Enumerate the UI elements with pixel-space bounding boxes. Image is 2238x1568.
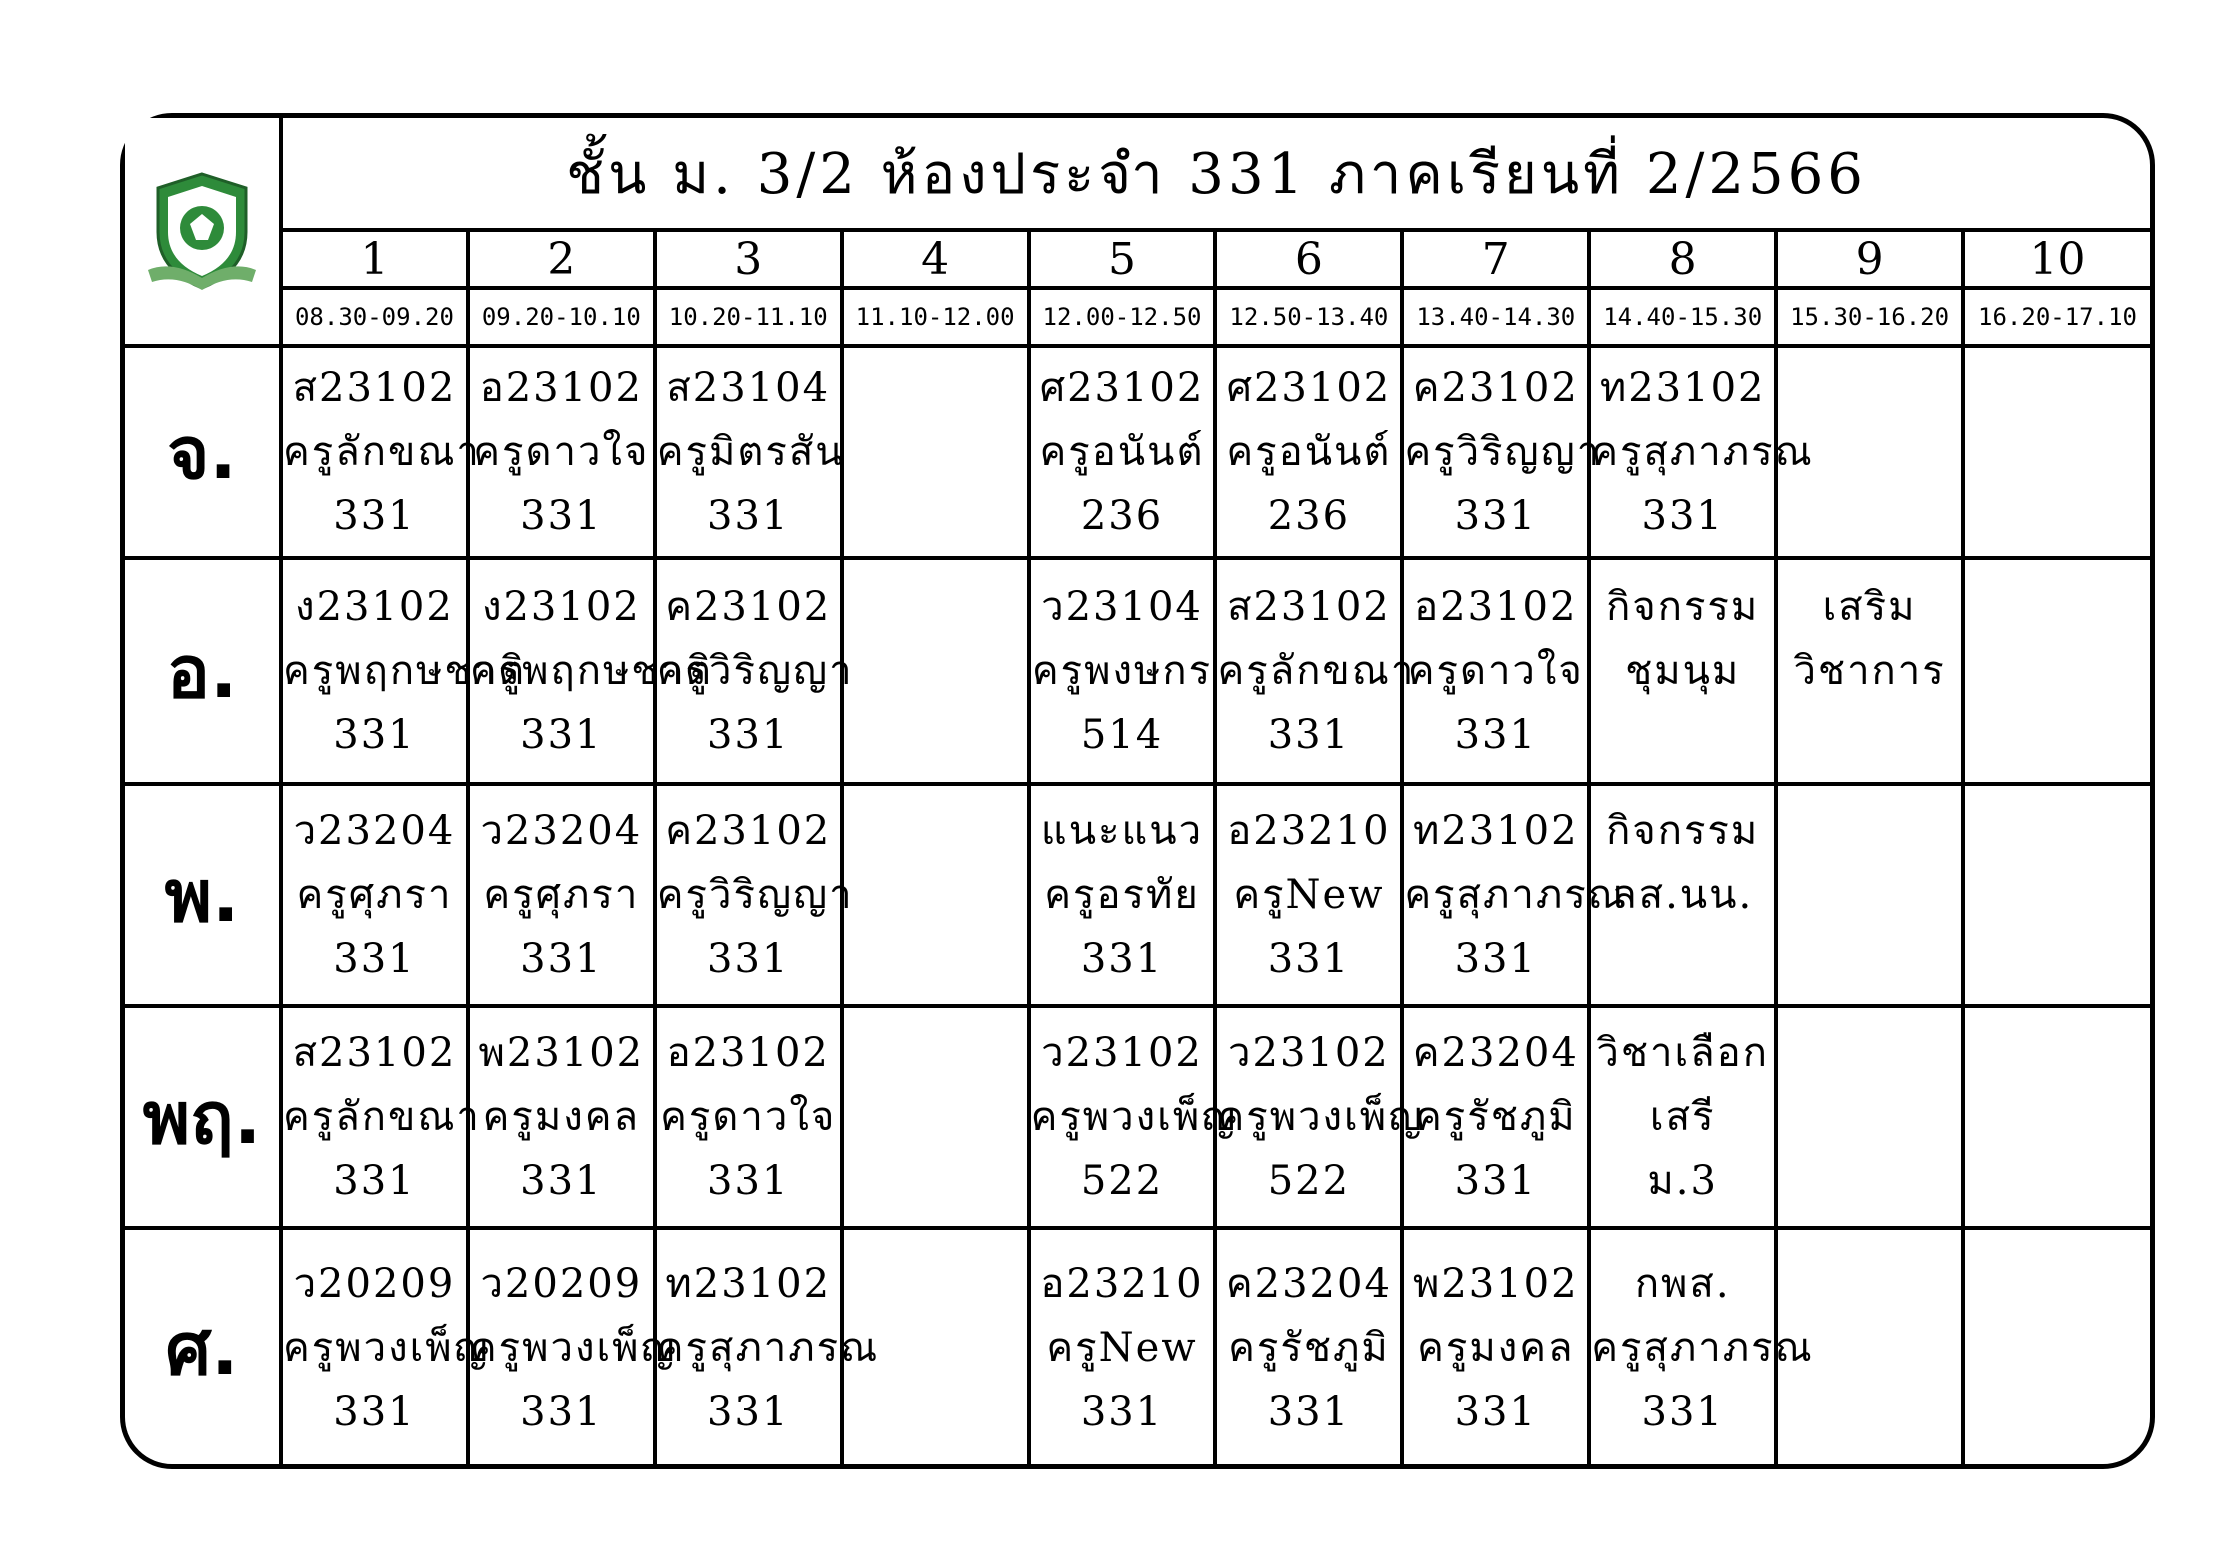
schedule-cell <box>1029 558 1216 784</box>
subject-code: ศ23102 <box>1226 365 1392 411</box>
day-label: ศ. <box>125 1228 281 1466</box>
period-time: 11.10-12.00 <box>842 288 1029 346</box>
subject-code: ท23102 <box>665 1261 832 1307</box>
subject-code <box>844 575 1027 639</box>
teacher-name: ครูNew <box>1046 1325 1198 1371</box>
subject-code: ง23102 <box>481 584 641 630</box>
schedule-cell <box>1029 1228 1216 1466</box>
teacher-name <box>1778 1085 1961 1149</box>
teacher-name: ครูอนันต์ <box>1226 429 1392 475</box>
room-number <box>1965 1380 2150 1444</box>
room-number: 331 <box>1641 1389 1724 1435</box>
schedule-cell <box>1963 784 2150 1006</box>
subject-code: ค23204 <box>1225 1261 1392 1307</box>
timetable <box>125 118 2150 1466</box>
room-number: 331 <box>333 493 416 539</box>
teacher-name <box>844 863 1027 927</box>
subject-code <box>1778 799 1961 863</box>
teacher-name: ครูดาวใจ <box>473 429 650 475</box>
period-time: 12.50-13.40 <box>1215 288 1402 346</box>
day-row <box>125 346 2150 558</box>
period-time: 13.40-14.30 <box>1402 288 1589 346</box>
room-number: 331 <box>1454 493 1537 539</box>
subject-code: ค23102 <box>665 584 832 630</box>
schedule-cell <box>1215 346 1402 558</box>
period-number: 9 <box>1776 230 1963 288</box>
subject-code: ศ23102 <box>1039 365 1205 411</box>
subject-code: ง23102 <box>295 584 454 630</box>
room-number: 331 <box>333 712 416 758</box>
schedule-cell <box>1589 1006 1776 1228</box>
period-time: 09.20-10.10 <box>468 288 655 346</box>
room-number: 331 <box>1267 936 1351 982</box>
room-number <box>1778 1149 1961 1213</box>
teacher-name: ครูพฤกษชาติ <box>283 648 526 694</box>
teacher-name: ครูวิริญญา <box>1404 429 1602 475</box>
day-row <box>125 558 2150 784</box>
schedule-cell <box>842 558 1029 784</box>
schedule-cell <box>1589 1228 1814 1466</box>
schedule-cell <box>1589 558 1776 784</box>
subject-code: ส23102 <box>292 365 457 411</box>
subject-code: กิจกรรม <box>1606 808 1760 854</box>
room-number: 331 <box>707 936 790 982</box>
subject-code <box>1965 1252 2150 1316</box>
room-number <box>844 703 1027 767</box>
teacher-name: ครูลักขณา <box>283 1094 481 1140</box>
room-number <box>1965 1149 2150 1213</box>
room-number <box>844 927 1027 991</box>
teacher-name: ครูศุภรา <box>483 872 640 918</box>
subject-code <box>1778 1021 1961 1085</box>
timetable-frame <box>120 113 2155 1469</box>
schedule-cell <box>842 1006 1029 1228</box>
subject-code: ว23204 <box>480 808 643 854</box>
room-number <box>844 1380 1027 1444</box>
teacher-name <box>1965 639 2150 703</box>
day-row <box>125 784 2150 1006</box>
room-number: 331 <box>1454 712 1537 758</box>
subject-code: อ23102 <box>666 1030 830 1076</box>
schedule-cell <box>468 784 655 1006</box>
subject-code: ส23102 <box>292 1030 457 1076</box>
subject-code: กพส. <box>1634 1261 1731 1307</box>
subject-code <box>1778 356 1961 420</box>
subject-code <box>1965 575 2150 639</box>
room-number: 331 <box>333 936 416 982</box>
room-number: 331 <box>520 712 603 758</box>
schedule-cell <box>1589 346 1814 558</box>
teacher-name: ครูลักขณา <box>1217 648 1416 694</box>
schedule-cell <box>1963 346 2150 558</box>
schedule-cell <box>1963 1228 2150 1466</box>
schedule-cell <box>1776 1006 1963 1228</box>
school-emblem-icon <box>142 166 262 296</box>
subject-code: ท23102 <box>1412 808 1579 854</box>
room-number <box>1778 927 1961 991</box>
schedule-cell <box>1776 558 1963 784</box>
schedule-cell <box>281 1006 481 1228</box>
subject-code <box>844 1252 1027 1316</box>
subject-code: อ23210 <box>1227 808 1391 854</box>
room-number: 331 <box>520 1389 603 1435</box>
period-number: 2 <box>468 230 655 288</box>
subject-code: พ23102 <box>1412 1261 1579 1307</box>
teacher-name: ครูNew <box>1233 872 1385 918</box>
period-time: 14.40-15.30 <box>1589 288 1776 346</box>
subject-code: ว23102 <box>1228 1030 1390 1076</box>
period-time: 16.20-17.10 <box>1963 288 2150 346</box>
teacher-name: ครูศุภรา <box>296 872 453 918</box>
schedule-cell <box>1402 346 1602 558</box>
day-label: อ. <box>125 558 281 784</box>
room-number: 331 <box>333 1158 416 1204</box>
room-number: 331 <box>1080 1389 1164 1435</box>
schedule-cell <box>1215 1006 1425 1228</box>
day-row <box>125 1006 2150 1228</box>
subject-code: อ23102 <box>1414 584 1578 630</box>
schedule-cell <box>1029 346 1216 558</box>
teacher-name: วิชาการ <box>1793 648 1946 694</box>
teacher-name: ครูดาวใจ <box>1407 648 1584 694</box>
teacher-name <box>844 420 1027 484</box>
teacher-name: ครูอนันต์ <box>1039 429 1205 475</box>
teacher-name: ชุมนุม <box>1625 648 1741 694</box>
room-number: 331 <box>520 936 603 982</box>
teacher-name: ครูพวงเพ็ญ <box>1217 1094 1425 1140</box>
teacher-name: ครูมงคล <box>482 1094 641 1140</box>
room-number: 522 <box>1080 1158 1164 1204</box>
period-time: 12.00-12.50 <box>1029 288 1216 346</box>
teacher-name <box>844 1085 1027 1149</box>
teacher-name: ครูวิริญญา <box>656 872 854 918</box>
teacher-name <box>844 639 1027 703</box>
day-row <box>125 1228 2150 1466</box>
teacher-name: ครูพวงเพ็ญ <box>469 1325 677 1371</box>
day-label: พฤ. <box>125 1006 281 1228</box>
schedule-cell <box>1402 1006 1589 1228</box>
room-number: ม.3 <box>1647 1158 1718 1204</box>
period-number: 6 <box>1215 230 1402 288</box>
schedule-cell <box>655 346 845 558</box>
teacher-name: ลส.นน. <box>1612 872 1754 918</box>
schedule-cell <box>1402 1228 1589 1466</box>
schedule-cell <box>281 346 481 558</box>
teacher-name <box>1965 1316 2150 1380</box>
schedule-cell <box>281 558 526 784</box>
subject-code: อ23102 <box>479 365 643 411</box>
room-number: 331 <box>1267 712 1351 758</box>
room-number: 331 <box>1267 1389 1351 1435</box>
period-number: 10 <box>1963 230 2150 288</box>
room-number: 236 <box>1080 493 1164 539</box>
schedule-cell <box>655 558 854 784</box>
room-number <box>1965 703 2150 767</box>
subject-code: ว23204 <box>293 808 456 854</box>
teacher-name: ครูพฤกษชาติ <box>469 648 713 694</box>
teacher-name: ครูพวงเพ็ญ <box>1030 1094 1238 1140</box>
schedule-cell <box>468 1006 655 1228</box>
teacher-name: ครูรัชภูมิ <box>1228 1325 1390 1371</box>
schedule-cell <box>655 784 854 1006</box>
schedule-cell <box>1589 784 1776 1006</box>
room-number: 331 <box>520 1158 603 1204</box>
teacher-name: ครูมงคล <box>1417 1325 1575 1371</box>
period-time: 15.30-16.20 <box>1776 288 1963 346</box>
teacher-name <box>1965 1085 2150 1149</box>
teacher-name: เสรี <box>1649 1094 1716 1140</box>
period-number: 4 <box>842 230 1029 288</box>
day-label: พ. <box>125 784 281 1006</box>
schedule-cell <box>1776 784 1963 1006</box>
schedule-cell <box>1215 784 1402 1006</box>
teacher-name: ครูดาวใจ <box>660 1094 837 1140</box>
subject-code: ว23104 <box>1041 584 1203 630</box>
subject-code: ค23102 <box>665 808 832 854</box>
subject-code: ท23102 <box>1599 365 1766 411</box>
teacher-name <box>1778 863 1961 927</box>
subject-code: ส23104 <box>666 365 831 411</box>
schedule-cell <box>281 1228 490 1466</box>
room-number: 331 <box>1454 936 1537 982</box>
schedule-cell <box>1029 1006 1238 1228</box>
room-number: 331 <box>1641 493 1724 539</box>
schedule-cell <box>1402 558 1589 784</box>
schedule-cell <box>1215 558 1416 784</box>
teacher-name: ครูสุภาภรณ <box>1591 429 1814 475</box>
teacher-name: ครูพวงเพ็ญ <box>283 1325 490 1371</box>
schedule-cell <box>468 346 655 558</box>
subject-code: อ23210 <box>1040 1261 1204 1307</box>
subject-code <box>844 1021 1027 1085</box>
schedule-cell <box>1215 1228 1402 1466</box>
period-number: 3 <box>655 230 842 288</box>
room-number: 331 <box>707 1158 790 1204</box>
teacher-name: ครูวิริญญา <box>656 648 854 694</box>
subject-code <box>1965 356 2150 420</box>
period-number: 8 <box>1589 230 1776 288</box>
subject-code: ค23102 <box>1412 365 1579 411</box>
room-number <box>1778 484 1961 548</box>
room-number: 331 <box>1454 1158 1537 1204</box>
room-number <box>844 484 1027 548</box>
room-number <box>1778 703 1961 767</box>
schedule-cell <box>655 1006 842 1228</box>
room-number: 331 <box>333 1389 416 1435</box>
period-time: 08.30-09.20 <box>281 288 468 346</box>
logo-cell <box>125 118 281 346</box>
schedule-cell <box>1402 784 1627 1006</box>
page-title: ชั้น ม. 3/2 ห้องประจำ 331 ภาคเรียนที่ 2/2566 <box>281 118 2150 230</box>
room-number: 331 <box>707 712 790 758</box>
teacher-name: ครูมิตรสัน <box>656 429 845 475</box>
teacher-name: ครูลักขณา <box>283 429 481 475</box>
room-number <box>1965 927 2150 991</box>
period-number: 7 <box>1402 230 1589 288</box>
room-number <box>1778 1380 1961 1444</box>
schedule-cell <box>1029 784 1216 1006</box>
schedule-cell <box>842 346 1029 558</box>
subject-code: วิชาเลือก <box>1596 1030 1769 1076</box>
subject-code <box>1965 1021 2150 1085</box>
day-label: จ. <box>125 346 281 558</box>
schedule-cell <box>468 558 713 784</box>
schedule-cell <box>468 1228 677 1466</box>
room-number <box>1965 484 2150 548</box>
subject-code: ส23102 <box>1227 584 1391 630</box>
teacher-name: ครูรัชภูมิ <box>1414 1094 1577 1140</box>
schedule-cell <box>1963 1006 2150 1228</box>
teacher-name <box>1965 863 2150 927</box>
schedule-cell <box>1963 558 2150 784</box>
room-number: 514 <box>1080 712 1164 758</box>
subject-code: แนะแนว <box>1040 808 1204 854</box>
schedule-cell <box>655 1228 880 1466</box>
subject-code: ว23102 <box>1041 1030 1203 1076</box>
subject-code <box>844 799 1027 863</box>
schedule-cell <box>281 784 468 1006</box>
subject-code: กิจกรรม <box>1606 584 1760 630</box>
period-number: 5 <box>1029 230 1216 288</box>
teacher-name: ครูอรทัย <box>1044 872 1200 918</box>
room-number: 331 <box>707 1389 790 1435</box>
schedule-cell <box>842 784 1029 1006</box>
teacher-name: ครูสุภาภรณ <box>656 1325 880 1371</box>
room-number: 331 <box>1454 1389 1537 1435</box>
subject-code: พ23102 <box>478 1030 645 1076</box>
subject-code: เสริม <box>1822 584 1917 630</box>
period-number: 1 <box>281 230 468 288</box>
teacher-name: ครูสุภาภรณ <box>1404 872 1627 918</box>
teacher-name: ครูสุภาภรณ <box>1591 1325 1814 1371</box>
period-time: 10.20-11.10 <box>655 288 842 346</box>
subject-code <box>1965 799 2150 863</box>
room-number: 331 <box>520 493 603 539</box>
teacher-name: ครูพงษกร <box>1031 648 1213 694</box>
subject-code <box>844 356 1027 420</box>
subject-code: ว20209 <box>293 1261 456 1307</box>
room-number: 331 <box>1080 936 1164 982</box>
room-number: 522 <box>1267 1158 1351 1204</box>
subject-code: ค23204 <box>1412 1030 1579 1076</box>
teacher-name <box>1965 420 2150 484</box>
room-number: 331 <box>707 493 790 539</box>
room-number: 236 <box>1267 493 1351 539</box>
room-number <box>1591 703 1774 767</box>
room-number <box>1591 927 1774 991</box>
subject-code: ว20209 <box>480 1261 643 1307</box>
subject-code <box>1778 1252 1961 1316</box>
room-number <box>844 1149 1027 1213</box>
